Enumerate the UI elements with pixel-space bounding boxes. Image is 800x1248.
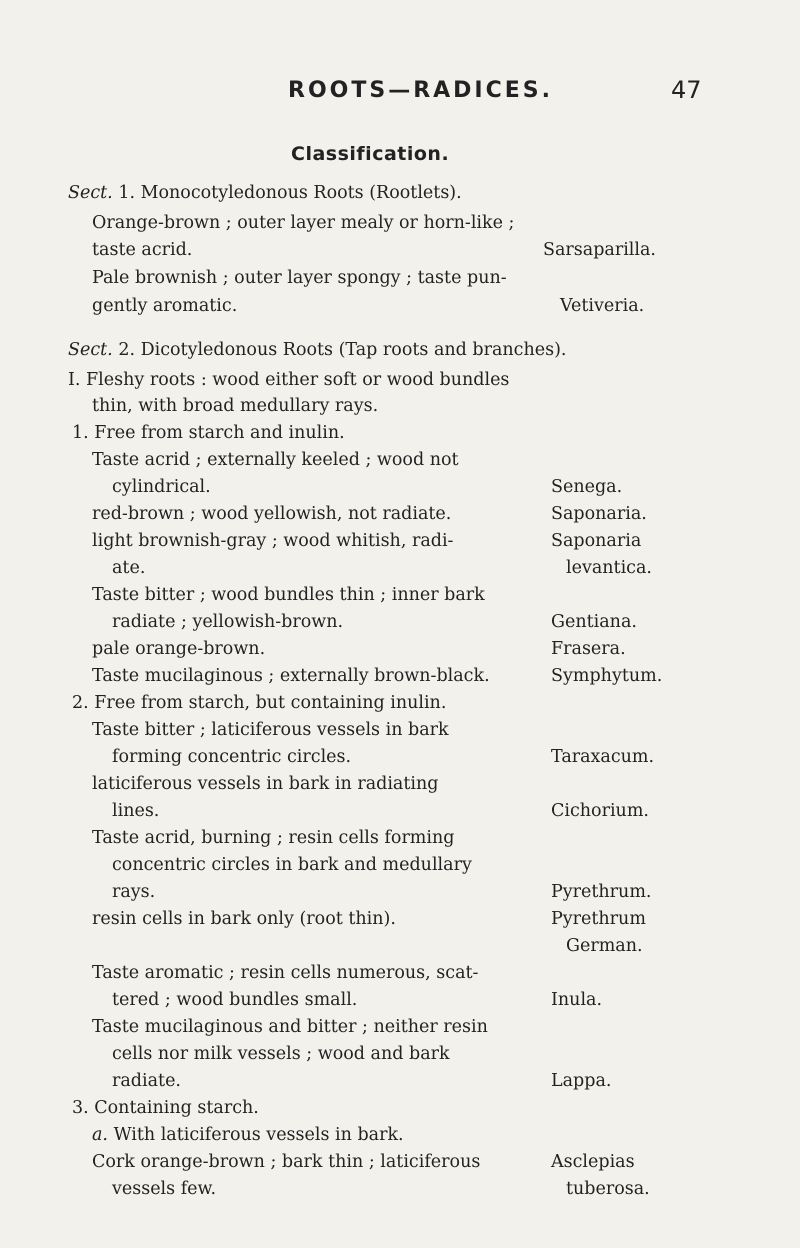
sect1-line: Pale brownish ; outer layer spongy ; taste pun- (92, 268, 507, 288)
sect2-line: concentric circles in bark and medullary (112, 855, 472, 875)
sect2-name: Saponaria (551, 531, 642, 551)
sect2-name: Lappa. (551, 1071, 612, 1091)
sect2-line: 2. Free from starch, but containing inulin. (72, 693, 447, 713)
classification-title: Classification. (291, 143, 450, 165)
sect2-name: German. (566, 936, 643, 956)
page-number: 47 (671, 76, 702, 104)
sect2-name: Taraxacum. (551, 747, 655, 767)
sect2-name: Senega. (551, 477, 623, 497)
sect2-heading (68, 340, 567, 360)
sect2-line (92, 1125, 404, 1145)
sect2-name: Gentiana. (551, 612, 637, 632)
sect2-line: resin cells in bark only (root thin). (92, 909, 396, 929)
sect2-line: Taste aromatic ; resin cells numerous, scat- (92, 963, 479, 983)
sect2-line: light brownish-gray ; wood whitish, radi- (92, 531, 454, 551)
sect2-name: Cichorium. (551, 801, 649, 821)
sect2-line: rays. (112, 882, 156, 902)
sect2-name: Frasera. (551, 639, 626, 659)
sect2-line: 3. Containing starch. (72, 1098, 259, 1118)
sect2-name: levantica. (566, 558, 652, 578)
sect2-line: Taste mucilaginous and bitter ; neither resin (92, 1017, 488, 1037)
sect2-name: Asclepias (551, 1152, 635, 1172)
sect2-line: radiate. (112, 1071, 181, 1091)
sect2-line-text: With laticiferous vessels in bark. (108, 1125, 404, 1145)
sect1-line: taste acrid. (92, 240, 193, 260)
sect2-line: thin, with broad medullary rays. (92, 396, 379, 416)
running-title: ROOTS—RADICES. (288, 78, 553, 103)
sect2-name: Symphytum. (551, 666, 663, 686)
sect2-line: pale orange-brown. (92, 639, 266, 659)
sect2-line: vessels few. (112, 1179, 217, 1199)
sect2-name: Pyrethrum. (551, 882, 652, 902)
sect1-heading-text: 1. Monocotyledonous Roots (Rootlets). (112, 183, 462, 203)
sect2-line: radiate ; yellowish-brown. (112, 612, 344, 632)
sect2-line: tered ; wood bundles small. (112, 990, 358, 1010)
sect2-line: Taste bitter ; wood bundles thin ; inner bark (92, 585, 485, 605)
sect2-line: cylindrical. (112, 477, 211, 497)
sect2-line: Taste bitter ; laticiferous vessels in bark (92, 720, 449, 740)
sect2-line: Taste mucilaginous ; externally brown-black. (92, 666, 490, 686)
sect2-line: ate. (112, 558, 146, 578)
sect2-name: Pyrethrum (551, 909, 646, 929)
sect2-name: tuberosa. (566, 1179, 650, 1199)
sect2-name: Saponaria. (551, 504, 647, 524)
sect2-line: forming concentric circles. (112, 747, 352, 767)
sect1-label: Sect. (68, 183, 113, 203)
sect2-label: Sect. (68, 340, 113, 360)
sect2-line: Cork orange-brown ; bark thin ; laticiferous (92, 1152, 481, 1172)
sect2-line: lines. (112, 801, 160, 821)
sect2-line: Taste acrid, burning ; resin cells forming (92, 828, 455, 848)
sub-marker: a. (92, 1125, 108, 1145)
sect1-name: Sarsaparilla. (543, 240, 656, 260)
sect2-line: 1. Free from starch and inulin. (72, 423, 345, 443)
sect2-line: cells nor milk vessels ; wood and bark (112, 1044, 450, 1064)
sect2-line: laticiferous vessels in bark in radiating (92, 774, 439, 794)
sect2-line: Taste acrid ; externally keeled ; wood not (92, 450, 459, 470)
sect1-heading (68, 183, 462, 203)
sect2-name: Inula. (551, 990, 603, 1010)
sect2-line: red-brown ; wood yellowish, not radiate. (92, 504, 452, 524)
sect1-line: Orange-brown ; outer layer mealy or horn-like ; (92, 213, 515, 233)
sect2-line: I. Fleshy roots : wood either soft or wood bundles (68, 370, 510, 390)
sect1-line: gently aromatic. (92, 296, 238, 316)
sect1-name: Vetiveria. (560, 296, 645, 316)
sect2-heading-text: 2. Dicotyledonous Roots (Tap roots and branches). (112, 340, 567, 360)
